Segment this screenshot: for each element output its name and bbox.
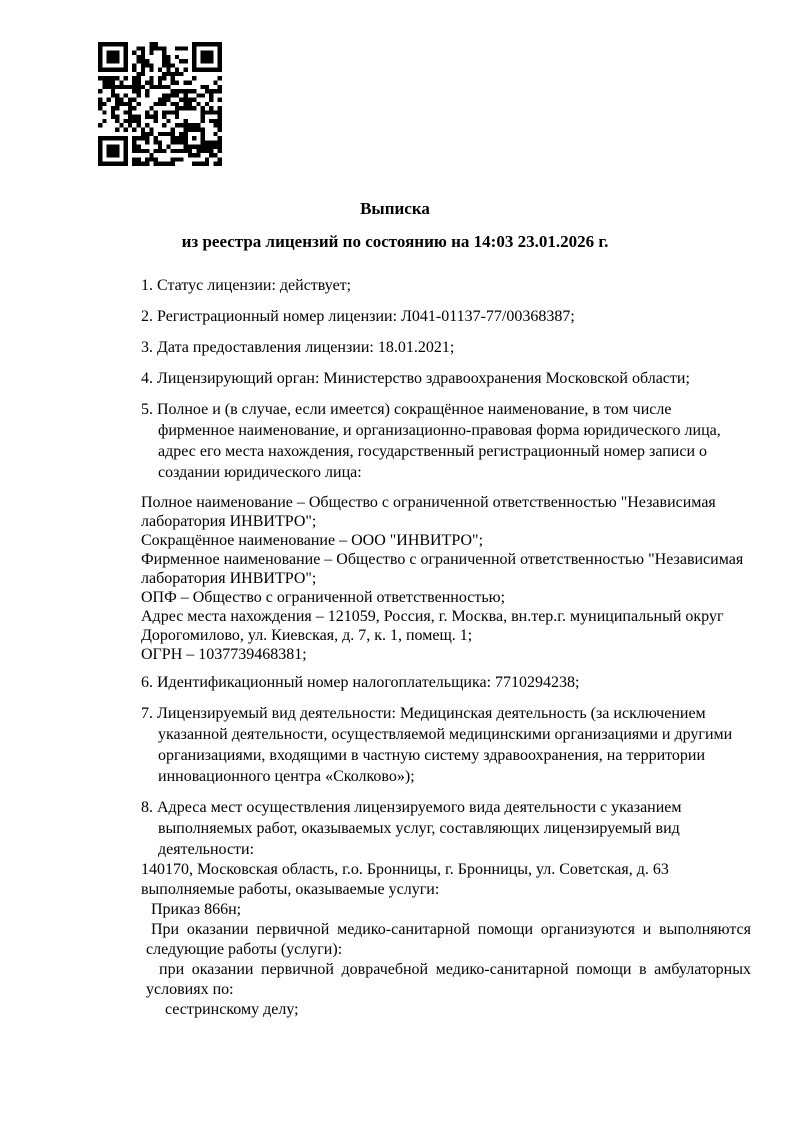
org-ogrn: ОГРН – 1037739468381; [141, 646, 307, 663]
activity-address-block [141, 860, 751, 1020]
legal-entity-heading-item [141, 399, 751, 483]
primary-care-paragraph: При оказании первичной медико-санитарной помощи организуются и выполняются следующие работы (услуги): [146, 921, 751, 958]
item-number: 3. [141, 339, 153, 356]
item-text: Регистрационный номер лицензии: Л041-01137-77/00368387; [157, 308, 575, 325]
registration-number-item [141, 306, 751, 327]
item-text: Лицензирующий орган: Министерство здравоохранения Московской области; [157, 370, 690, 387]
activity-type-item [141, 703, 751, 787]
item-number: 1. [141, 277, 153, 294]
order-line: Приказ 866н; [151, 901, 242, 918]
item-number: 2. [141, 308, 153, 325]
license-status-item [141, 275, 751, 296]
item-text: Полное и (в случае, если имеется) сокращённое наименование, в том числе фирменное наименование, и организационно-правовая форма юридического лица, адрес его места нахождения, государственный регистрационный номер записи о создании юридического лица: [157, 401, 721, 481]
organization-block [141, 493, 751, 664]
org-short-name: Сокращённое наименование – ООО "ИНВИТРО"; [141, 532, 484, 549]
document-body [141, 275, 751, 1020]
activity-address: 140170, Московская область, г.о. Бронницы, г. Бронницы, ул. Советская, д. 63 [141, 861, 669, 878]
item-text: Дата предоставления лицензии: 18.01.2021; [157, 339, 455, 356]
org-full-name: Полное наименование – Общество с ограниченной ответственностью "Независимая лаборатория ИНВИТРО"; [141, 494, 716, 530]
qr-code-icon [98, 42, 222, 166]
org-legal-form: ОПФ – Общество с ограниченной ответственностью; [141, 589, 506, 606]
inn-item [141, 672, 751, 693]
item-number: 6. [141, 674, 153, 691]
licensing-authority-item [141, 368, 751, 389]
item-number: 8. [141, 799, 153, 816]
nursing-line: сестринскому делу; [165, 1001, 299, 1018]
item-number: 4. [141, 370, 153, 387]
item-number: 7. [141, 705, 153, 722]
org-brand-name: Фирменное наименование – Общество с ограниченной ответственностью "Независимая лаборатория ИНВИТРО"; [141, 551, 744, 587]
item-text: Адреса мест осуществления лицензируемого вида деятельности с указанием выполняемых работ, оказываемых услуг, составляющих лицензируемый вид деятельности: [157, 799, 682, 858]
works-heading: выполняемые работы, оказываемые услуги: [141, 881, 440, 898]
document-subtitle: из реестра лицензий по состоянию на 14:03 23.01.2026 г. [181, 232, 609, 251]
item-text: Лицензируемый вид деятельности: Медицинская деятельность (за исключением указанной деятельности, осуществляемой медицинскими организациями и другими организациями, входящими в частную систему здравоохранения, на территории инновационного центра «Сколково»); [157, 705, 733, 785]
pre-medical-paragraph: при оказании первичной доврачебной медико-санитарной помощи в амбулаторных условиях по: [146, 961, 751, 998]
document-header [0, 198, 790, 252]
grant-date-item [141, 337, 751, 358]
item-text: Статус лицензии: действует; [157, 277, 352, 294]
activity-addresses-heading-item [141, 797, 751, 860]
document-title: Выписка [360, 199, 430, 218]
item-number: 5. [141, 401, 153, 418]
item-text: Идентификационный номер налогоплательщика: 7710294238; [157, 674, 580, 691]
org-address: Адрес места нахождения – 121059, Россия, г. Москва, вн.тер.г. муниципальный округ Дорогомилово, ул. Киевская, д. 7, к. 1, помещ. 1; [141, 608, 724, 644]
